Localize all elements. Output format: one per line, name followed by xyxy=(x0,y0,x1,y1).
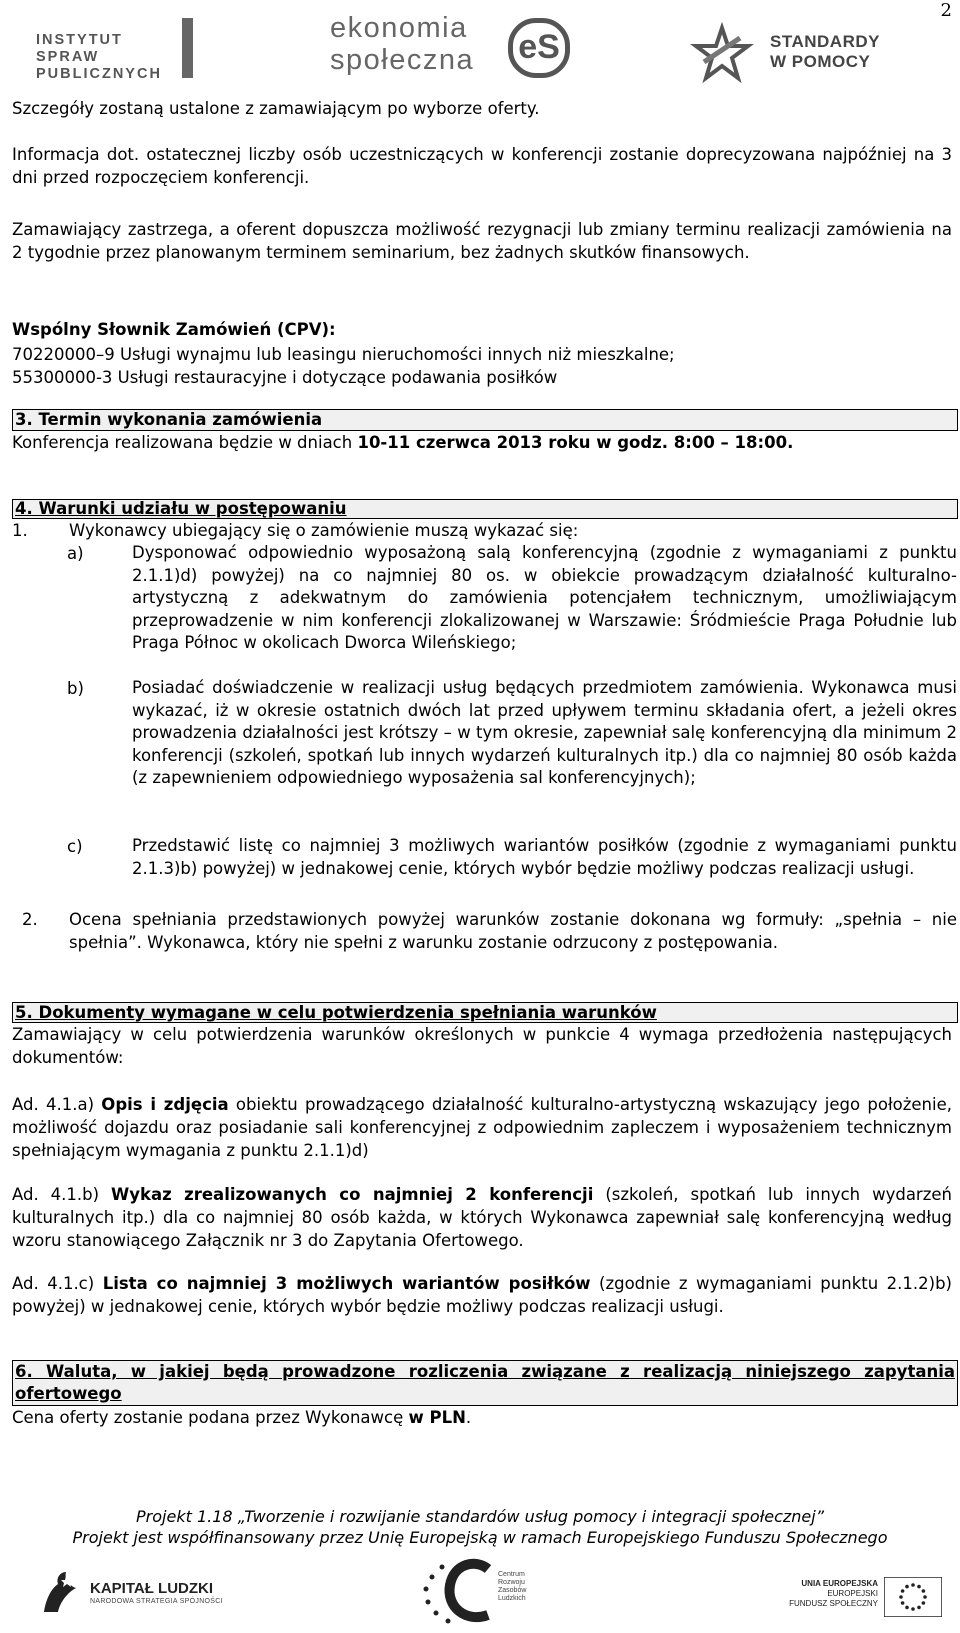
section5-item-c-bold: Lista co najmniej 3 możliwych wariantów posiłków xyxy=(102,1274,591,1293)
section4-item1-number: 1. xyxy=(12,521,28,540)
section5-heading: 5. Dokumenty wymagane w celu potwierdzenia spełniania warunków xyxy=(12,1002,958,1023)
isp-logo-line1: INSTYTUT SPRAW xyxy=(36,32,123,65)
section5-item-a-rest: obiektu prowadzącego działalność kulturalno-artystyczną wskazujący jego położenie, możliwość dojazdu oraz posiadanie sali konferencyjnej z odpowiednim zapleczem i wyposażeniem technicznym spełniającym wymagania z punktu 2.1.1)d) xyxy=(12,1095,952,1160)
cpv-line-2: 55300000-3 Usługi restauracyjne i dotyczące podawania posiłków xyxy=(12,368,558,387)
intro-paragraph-3: Zamawiający zastrzega, a oferent dopuszcza możliwość rezygnacji lub zmiany terminu realizacji zamówienia na 2 tygodnie przez planowanym terminem seminarium, bez żadnych skutków finansowych. xyxy=(12,220,952,262)
section5-item-b xyxy=(12,1183,952,1252)
section5-item-a xyxy=(12,1093,952,1162)
section6-heading: 6. Waluta, w jakiej będą prowadzone rozliczenia związane z realizacją niniejszego zapytania ofertowego xyxy=(12,1360,958,1406)
standardy-star-icon xyxy=(690,22,754,84)
crzl-line2: Rozwoju xyxy=(498,1579,525,1586)
page-number: 2 xyxy=(940,0,952,21)
section5-item-b-prefix: Ad. 4.1.b) xyxy=(12,1185,112,1204)
kapital-ludzki-title: KAPITAŁ LUDZKI xyxy=(90,1580,214,1597)
crzl-line3: Zasobów xyxy=(498,1587,527,1594)
section3-heading: 3. Termin wykonania zamówienia xyxy=(12,409,958,431)
section4-item-b-text: Posiadać doświadczenie w realizacji usług będących przedmiotem zamówienia. Wykonawca musi wykazać, iż w okresie ostatnich dwóch lat przed upływem terminu składania ofert, a jeżeli okres prowadzenia działalności jest krótszy – w tym okresie, zapewniał salę konferencyjną dla minimum 2 konferencji (szkoleń, spotkań lub innych wydarzeń kulturalnych itp.) dla co najmniej 80 osób każda (z zapewnieniem odpowiedniego wyposażenia sal konferencyjnych); xyxy=(132,678,957,787)
kapital-ludzki-logo xyxy=(40,1568,230,1618)
cpv-heading: Wspólny Słownik Zamówień (CPV): xyxy=(12,320,336,339)
kapital-ludzki-subtitle: NARODOWA STRATEGIA SPÓJNOŚCI xyxy=(90,1598,223,1605)
crzl-logo-text xyxy=(498,1571,526,1603)
section5-intro: Zamawiający w celu potwierdzenia warunków określonych w punkcie 4 wymaga przedłożenia następujących dokumentów: xyxy=(12,1025,952,1067)
section4-item-c-text: Przedstawić listę co najmniej 3 możliwych wariantów posiłków (zgodnie z wymaganiami punktu 2.1.3)b) powyżej) w jednakowej cenie, których wybór będzie możliwy podczas realizacji usługi. xyxy=(132,836,957,878)
section5-item-a-prefix: Ad. 4.1.a) xyxy=(12,1095,102,1114)
es-logo: eS xyxy=(508,18,570,78)
section3-text-dates: 10-11 czerwca 2013 roku w godz. 8:00 – 18:00. xyxy=(357,433,794,452)
section4-item2-number: 2. xyxy=(22,910,38,929)
intro-paragraph-1: Szczegóły zostaną ustalone z zamawiającym po wyborze oferty. xyxy=(12,99,540,118)
section4-item-a-text: Dysponować odpowiednio wyposażoną salą konferencyjną (zgodnie z wymaganiami z punktu 2.1.1)d) powyżej) na co najmniej 80 os. w obiekcie prowadzącym działalność kulturalno-artystyczną z adekwatnym do zamówienia potencjałem technicznym, umożliwiającym przeprowadzenie w nim konferencji zlokalizowanej w Warszawie: Śródmieście Praga Południe lub Praga Północ w okolicach Dworca Wileńskiego; xyxy=(132,543,957,652)
ue-line1: UNIA EUROPEJSKA xyxy=(801,1579,878,1588)
standardy-line2: W POMOCY xyxy=(770,52,871,71)
unia-europejska-logo xyxy=(760,1575,945,1623)
ekonomia-spoleczna-logo xyxy=(330,14,474,74)
section4-item-b-label: b) xyxy=(67,679,84,698)
section4-item-c-label: c) xyxy=(67,837,83,856)
section5-item-c xyxy=(12,1272,952,1318)
crzl-logo xyxy=(418,1555,548,1630)
section3-text xyxy=(12,431,952,454)
ekonomia-logo-line2: społeczna xyxy=(330,44,475,76)
section5-item-a-bold: Opis i zdjęcia xyxy=(101,1095,229,1114)
ekonomia-logo-line1: ekonomia xyxy=(330,12,468,44)
section4-item2-text: Ocena spełniania przedstawionych powyżej warunków zostanie dokonana wg formuły: „spełnia – nie spełnia”. Wykonawca, który nie spełni z warunku zostanie odrzucony z postępowania. xyxy=(69,910,957,952)
section4-item1-text: Wykonawcy ubiegający się o zamówienie muszą wykazać się: xyxy=(69,521,579,540)
ue-line3: FUNDUSZ SPOŁECZNY xyxy=(789,1599,878,1608)
cpv-line-1: 70220000–9 Usługi wynajmu lub leasingu nieruchomości innych niż mieszkalne; xyxy=(12,345,675,364)
section4-item-a-label: a) xyxy=(67,544,84,563)
isp-logo-bar xyxy=(182,18,193,78)
section4-heading: 4. Warunki udziału w postępowaniu xyxy=(12,499,958,519)
section5-item-c-rest: (zgodnie z wymaganiami punktu 2.1.2)b) powyżej) w jednakowej cenie, których wybór będzie możliwy podczas realizacji usługi. xyxy=(12,1274,952,1316)
section4-item2 xyxy=(12,908,957,978)
standardy-logo-text xyxy=(770,32,880,72)
eu-flag-icon xyxy=(884,1577,942,1617)
footer-cofinancing-line: Projekt jest współfinansowany przez Unię Europejską w ramach Europejskiego Funduszu Społecznego xyxy=(72,1528,888,1547)
section6-text-currency: w PLN xyxy=(408,1408,466,1427)
isp-logo-line2: PUBLICZNYCH xyxy=(36,66,162,82)
kapital-ludzki-emblem-icon xyxy=(40,1568,80,1616)
section4-list xyxy=(12,519,957,878)
section3-text-plain: Konferencja realizowana będzie w dniach xyxy=(12,433,358,452)
ue-line2: EUROPEJSKI xyxy=(827,1589,878,1598)
section6-text-plain: Cena oferty zostanie podana przez Wykonawcę xyxy=(12,1408,409,1427)
section6-text-end: . xyxy=(465,1408,472,1427)
section5-item-b-rest: (szkoleń, spotkań lub innych wydarzeń kulturalnych itp.) dla co najmniej 80 osób każda, w których Wykonawca zapewniał salę konferencyjną według wzoru stanowiącego Załącznik nr 3 do Zapytania Ofertowego. xyxy=(12,1185,952,1250)
intro-paragraph-2: Informacja dot. ostatecznej liczby osób uczestniczących w konferencji zostanie doprecyzowana najpóźniej na 3 dni przed rozpoczęciem konferencji. xyxy=(12,145,952,187)
section5-item-b-bold: Wykaz zrealizowanych co najmniej 2 konferencji xyxy=(111,1185,594,1204)
crzl-line1: Centrum xyxy=(498,1571,525,1578)
isp-logo xyxy=(36,18,191,80)
section5-item-c-prefix: Ad. 4.1.c) xyxy=(12,1274,103,1293)
standardy-line1: STANDARDY xyxy=(770,32,880,51)
section6-text xyxy=(12,1406,952,1429)
crzl-line4: Ludzkich xyxy=(498,1595,526,1602)
standardy-logo xyxy=(690,22,900,84)
footer-project-line: Projekt 1.18 „Tworzenie i rozwijanie standardów usług pomocy i integracji społecznej” xyxy=(136,1507,824,1526)
ue-logo-text xyxy=(760,1579,878,1609)
